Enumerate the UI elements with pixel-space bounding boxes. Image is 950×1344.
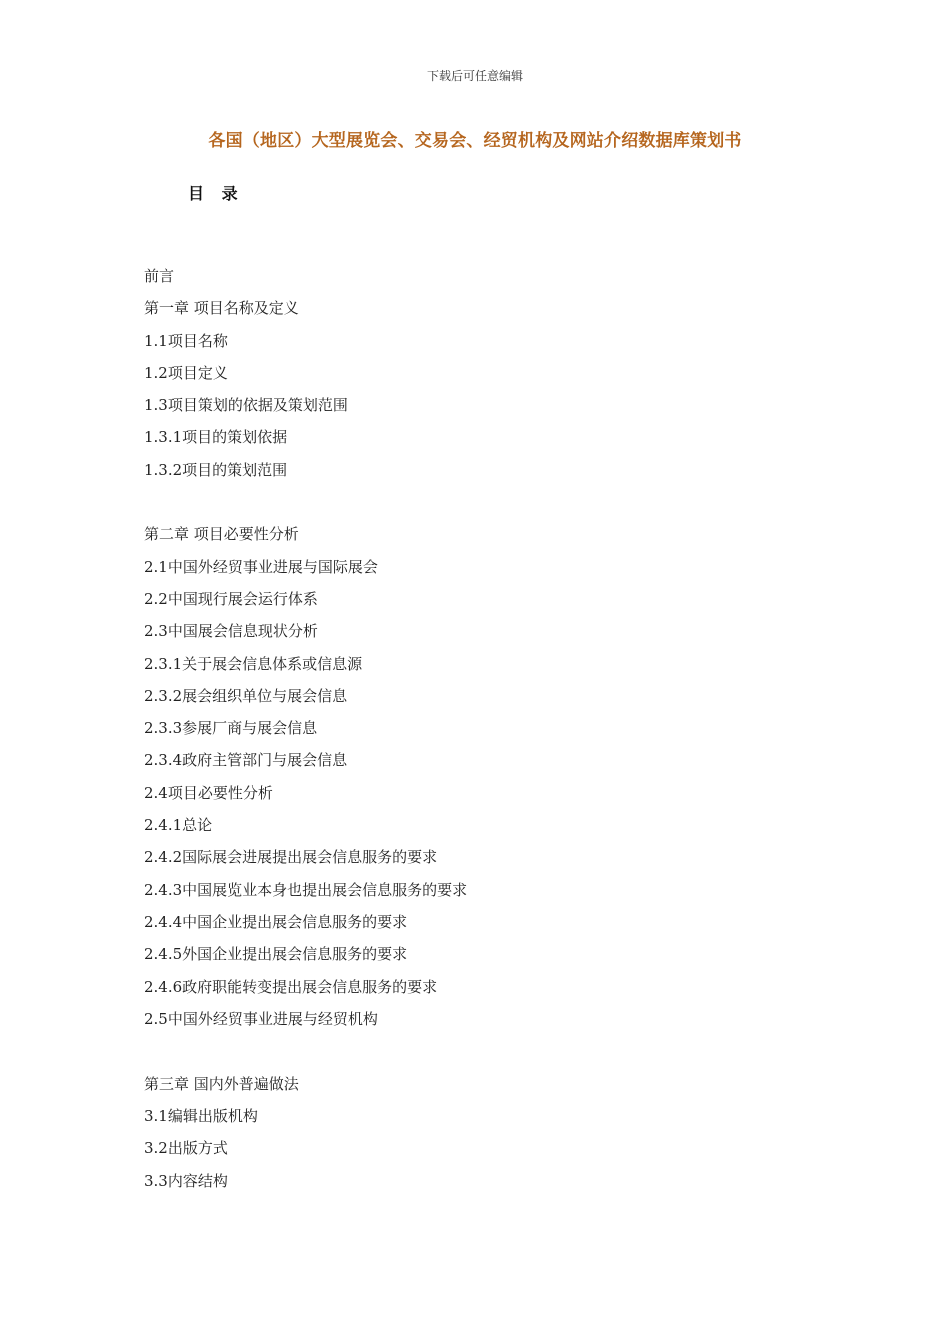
toc-item: 2.4项目必要性分析 [144, 784, 273, 802]
toc-item: 第一章 项目名称及定义 [144, 299, 299, 317]
toc-item: 2.4.5外国企业提出展会信息服务的要求 [144, 945, 408, 963]
toc-item: 第二章 项目必要性分析 [144, 525, 299, 543]
toc-item: 3.3内容结构 [144, 1172, 228, 1190]
toc-item: 前言 [144, 267, 175, 285]
toc-item: 2.2中国现行展会运行体系 [144, 590, 318, 608]
toc-item: 2.5中国外经贸事业进展与经贸机构 [144, 1010, 378, 1028]
toc-item: 2.3.1关于展会信息体系或信息源 [144, 655, 363, 673]
toc-item: 2.4.1总论 [144, 816, 213, 834]
toc-item: 2.3.2展会组织单位与展会信息 [144, 687, 348, 705]
toc-item: 2.4.3中国展览业本身也提出展会信息服务的要求 [144, 881, 468, 899]
toc-item: 1.2项目定义 [144, 364, 228, 382]
toc-item: 2.4.4中国企业提出展会信息服务的要求 [144, 913, 408, 931]
toc-item: 2.3.4政府主管部门与展会信息 [144, 751, 348, 769]
toc-heading: 目 录 [188, 184, 244, 203]
toc-item: 1.3.2项目的策划范围 [144, 461, 288, 479]
toc-item: 1.1项目名称 [144, 332, 228, 350]
toc-item: 2.1中国外经贸事业进展与国际展会 [144, 558, 378, 576]
toc-item: 2.4.2国际展会进展提出展会信息服务的要求 [144, 848, 438, 866]
toc-item: 3.2出版方式 [144, 1139, 228, 1157]
toc-item: 2.4.6政府职能转变提出展会信息服务的要求 [144, 978, 438, 996]
toc-item: 1.3项目策划的依据及策划范围 [144, 396, 348, 414]
toc-item: 2.3.3参展厂商与展会信息 [144, 719, 318, 737]
document-title: 各国（地区）大型展览会、交易会、经贸机构及网站介绍数据库策划书 [208, 131, 742, 151]
header-note: 下载后可任意编辑 [426, 69, 523, 83]
toc-item: 第三章 国内外普遍做法 [144, 1075, 299, 1093]
toc-item: 1.3.1项目的策划依据 [144, 428, 288, 446]
toc-item: 2.3中国展会信息现状分析 [144, 622, 318, 640]
toc-item: 3.1编辑出版机构 [144, 1107, 258, 1125]
